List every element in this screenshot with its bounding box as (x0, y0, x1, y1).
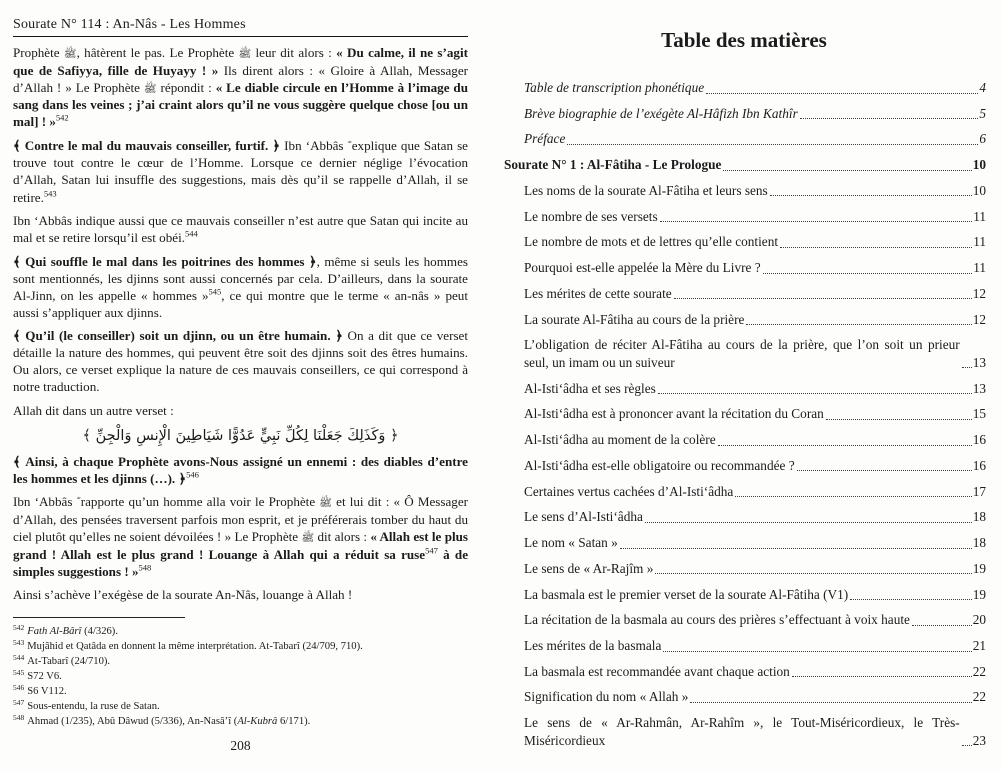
text-run: ﴾ Ainsi, à chaque Prophète avons-Nous assigné un ennemi : des diables d’entre les hommes et les djinns (…). ﴿ (13, 453, 468, 486)
text-run: « Allah est le plus grand ! Allah est le plus grand ! Louange à Allah qui a réduit sa ruse (13, 529, 468, 562)
toc-entry (524, 285, 986, 303)
page-number: 208 (230, 738, 251, 754)
footnote-reference: 542 (55, 112, 69, 123)
toc-entry (524, 208, 986, 226)
toc-entry (524, 714, 986, 749)
toc-entry (524, 534, 986, 552)
text-run: ﴾ Qu’il (le conseiller) soit un djinn, ou un être humain. ﴿ (13, 328, 343, 344)
text-run: On a dit que ce verset détaille la nature des hommes, qui peuvent être soit des djinns soit des êtres humains. Ou alors, ce verset explique la nature de ces mauvais conseillers, ce qui correspond à notre traduction. (13, 328, 468, 395)
toc-entry (524, 457, 986, 475)
toc-entry (504, 156, 986, 174)
text-run: et lui dit : « Ô Messager d’Allah, des pensées traversent parfois mon esprit, et je préférerais tomber du haut du ciel plutôt qu’elles ne soient dévoilées ! » Le Prophète (13, 494, 468, 544)
toc-dotted-leader (826, 419, 972, 420)
text-run: Mujâhid et Qatâda en donnent la même interprétation. At-Tabarî (24/709, 710). (27, 641, 363, 653)
text-run: Prophète (13, 45, 64, 60)
text-run: « Le diable circule en l’Homme à l’image du sang dans les veines ; j’ai craint alors qu’il ne vous suggère quelque chose [ou un mal] ! » (13, 79, 469, 130)
toc-entry-label: Brève biographie de l’exégète Al-Hâfizh Ibn Kathîr (524, 105, 798, 121)
text-run: S72 V6. (27, 671, 62, 683)
toc-entry-page-number: 16 (972, 457, 986, 473)
toc-entry (524, 259, 986, 277)
toc-entry-page-number: 17 (972, 483, 986, 499)
footnote-number: 544 (13, 652, 25, 662)
toc-entry-label: La sourate Al-Fâtiha au cours de la prière (524, 311, 745, 327)
toc-entry-page-number: 15 (972, 406, 986, 422)
toc-entry-page-number: 11 (973, 234, 986, 250)
toc-dotted-leader (792, 676, 972, 677)
toc-entry-page-number: 20 (972, 612, 986, 628)
footnote-separator (13, 617, 185, 618)
toc-entry (524, 105, 986, 123)
toc-entry-page-number: 18 (972, 535, 986, 551)
toc-dotted-leader (674, 298, 972, 299)
footnote-number: 548 (13, 712, 25, 722)
toc-entry-label: Le nombre de ses versets (524, 208, 658, 224)
toc-entry (524, 483, 986, 501)
footnote-reference: 547 (425, 545, 438, 556)
text-run: ﴾ Contre le mal du mauvais conseiller, furtif. ﴿ (13, 137, 281, 153)
toc-entry-page-number: 21 (972, 637, 986, 653)
text-run: , hâtèrent le pas. Le Prophète (76, 45, 239, 60)
text-run: Al-Kubrâ (237, 716, 278, 728)
toc-dotted-leader (620, 548, 972, 549)
text-run: At-Tabarî (24/710). (27, 656, 111, 668)
text-run: Allah dit dans un autre verset : (13, 402, 174, 418)
toc-entry-label: Certaines vertus cachées d’Al-Isti‘âdha (524, 483, 734, 499)
toc-entry-label: Le sens de « Ar-Rahmân, Ar-Rahîm », le Tout-Miséricordieux, le Très-Miséricordieux (524, 715, 960, 748)
toc-entry (524, 431, 986, 449)
footnote (13, 639, 468, 654)
text-run: Ils dirent alors : « Gloire à Allah, Messager d’Allah ! » Le Prophète (13, 62, 469, 95)
toc-entry-page-number: 10 (972, 182, 986, 198)
toc-entry (524, 586, 986, 604)
toc-entry-page-number: 23 (972, 732, 986, 748)
paragraph (13, 212, 468, 246)
toc-entry (524, 130, 986, 148)
toc-entry-label: Les mérites de cette sourate (524, 285, 672, 301)
text-run: , même si seuls les hommes sont mentionnés, les djinns sont aussi concernés par cela. D’ailleurs, dans la sourate Al-Jinn, on les appelle « hommes » (13, 253, 468, 303)
toc-dotted-leader (770, 195, 972, 196)
paragraph (13, 493, 468, 579)
text-run: Ibn ‘Abbâs indique aussi que ce mauvais conseiller n’est autre que Satan qui incite au mal et se retire lorsqu’il est obéi. (13, 213, 468, 246)
honorific-ornament-icon: ﷺ (63, 48, 77, 60)
footnote-reference: 544 (184, 228, 198, 239)
toc-entry-label: Les noms de la sourate Al-Fâtiha et leurs sens (524, 182, 768, 198)
footnote-reference: 543 (43, 188, 57, 199)
toc-entry (524, 311, 986, 329)
text-run: rapporte qu’un homme alla voir le Prophète (76, 494, 320, 510)
toc-entry (524, 663, 986, 681)
honorific-ornament-icon: ﷺ (143, 82, 157, 95)
toc-entry-page-number: 6 (979, 131, 986, 147)
toc-entry-page-number: 16 (972, 432, 986, 448)
toc-entry-page-number: 11 (973, 260, 986, 276)
honorific-ornament-icon: ﷺ (319, 497, 332, 510)
text-run: , ce qui montre que le terme « an-nâs » peut aussi s’appliquer aux djinns. (13, 287, 468, 320)
toc-entry-label: Le sens d’Al-Isti‘âdha (524, 509, 643, 525)
footnote-reference: 545 (208, 286, 222, 297)
toc-entry (524, 637, 986, 655)
toc-entry-label: La basmala est recommandée avant chaque action (524, 663, 790, 679)
toc-dotted-leader (718, 445, 972, 446)
text-run: Sous-entendu, la ruse de Satan. (27, 701, 160, 713)
toc-entry-label: Le nom « Satan » (524, 535, 618, 551)
toc-dotted-leader (660, 221, 973, 222)
text-run: (4/326). (81, 626, 118, 638)
text-run: leur dit alors : (251, 45, 337, 60)
honorific-ornament-icon: ﷺ (301, 532, 315, 544)
toc-entry-page-number: 5 (979, 105, 986, 121)
footnote-reference: 548 (138, 562, 152, 573)
toc-entry-label: La récitation de la basmala au cours des prières s’effectuant à voix haute (524, 612, 910, 628)
toc-dotted-leader (723, 170, 971, 171)
toc-entry (524, 405, 986, 423)
footnotes (13, 624, 468, 729)
toc-entry-page-number: 18 (972, 509, 986, 525)
toc-entry-page-number: 4 (979, 80, 986, 95)
toc-dotted-leader (690, 702, 971, 703)
text-run: Fath Al-Bârî (27, 626, 82, 638)
toc-entry-label: La basmala est le premier verset de la sourate Al-Fâtiha (V1) (524, 586, 849, 602)
footnote-number: 545 (13, 667, 25, 677)
right-page (478, 0, 1002, 771)
toc-entry (524, 79, 986, 97)
toc-entry-label: Les mérites de la basmala (524, 637, 662, 653)
text-run: Ainsi s’achève l’exégèse de la sourate An-Nâs, louange à Allah ! (13, 587, 353, 603)
toc-entry-label: Al-Isti‘âdha et ses règles (524, 380, 656, 396)
toc-entry-page-number: 10 (972, 157, 986, 173)
paragraph (13, 402, 468, 419)
footnote-number: 547 (13, 697, 25, 707)
arabic-verse: ﴿ وَكَذَلِكَ جَعَلْنَا لِكُلِّ نَبِيٍّ عَدُوًّا شَيَاطِينَ الْإِنسِ وَالْجِنِّ ﴾ (82, 427, 399, 444)
text-run: 6/171). (277, 716, 311, 728)
toc-dotted-leader (567, 144, 978, 145)
toc-entry (524, 688, 986, 706)
toc-title: Table des matières (661, 28, 827, 52)
toc-entry (524, 508, 986, 526)
toc-dotted-leader (735, 496, 971, 497)
text-run: à de simples suggestions ! » (13, 546, 468, 579)
text-run: répondit : (156, 79, 216, 95)
text-run: Ahmad (1/235), Abû Dâwud (5/336), An-Nasâ’î ( (27, 716, 238, 728)
toc-entry-label: Sourate N° 1 : Al-Fâtiha - Le Prologue (504, 157, 722, 173)
toc-entry-page-number: 12 (972, 311, 986, 327)
footnote (13, 624, 468, 639)
toc-entry (524, 611, 986, 629)
running-header: Sourate N° 114 : An-Nâs - Les Hommes (13, 17, 468, 37)
toc-entry (524, 233, 986, 251)
toc-entry-page-number: 19 (972, 586, 986, 602)
body-text (13, 44, 468, 603)
toc-entry (524, 182, 986, 200)
toc-dotted-leader (645, 522, 972, 523)
toc-entry-page-number: 12 (972, 285, 986, 301)
toc-dotted-leader (850, 599, 972, 600)
toc-dotted-leader (800, 118, 979, 119)
toc-entry-label: L’obligation de réciter Al-Fâtiha au cours de la prière, que l’on soit un prieur seul, un imam ou un suiveur (524, 337, 960, 370)
toc-dotted-leader (763, 273, 973, 274)
text-run: S6 V112. (27, 686, 67, 698)
toc-entry-page-number: 13 (972, 380, 986, 396)
toc-entry-page-number: 11 (973, 208, 986, 224)
paragraph (13, 327, 468, 395)
text-run: « Du calme, il ne s’agit que de Safiyya, fille de Huyayy ! » (13, 45, 468, 78)
paragraph (13, 253, 468, 321)
toc-entry-label: Le nombre de mots et de lettres qu’elle contient (524, 234, 779, 250)
text-run: Ibn ‘Abbâs (280, 137, 348, 153)
footnote (13, 684, 468, 699)
toc-entry (524, 380, 986, 398)
footnote-number: 542 (13, 622, 25, 632)
paragraph (13, 586, 468, 603)
text-run: dit alors : (314, 529, 371, 544)
toc-dotted-leader (797, 470, 972, 471)
toc-entry-label: Al-Isti‘âdha est à prononcer avant la récitation du Coran (524, 406, 824, 422)
text-run: explique que Satan se trouve tout contre le cœur de l’Homme. Lorsque ce dernier néglige l’évocation d’Allah, Satan lui insuffle des suggestions, mais dès qu’il se rappelle d’Allah, il se retire. (13, 137, 468, 205)
left-page (0, 0, 478, 771)
toc-dotted-leader (658, 393, 972, 394)
toc-entry-label: Al-Isti‘âdha est-elle obligatoire ou recommandée ? (524, 457, 795, 473)
toc-entry-page-number: 22 (972, 689, 986, 705)
toc-dotted-leader (780, 247, 972, 248)
toc-dotted-leader (663, 651, 971, 652)
paragraph (13, 44, 468, 130)
toc-dotted-leader (746, 324, 971, 325)
toc-dotted-leader (655, 573, 971, 574)
text-run: ﴾ Qui souffle le mal dans les poitrines des hommes ﴿ (13, 253, 317, 269)
toc-dotted-leader (962, 745, 972, 746)
footnote (13, 654, 468, 669)
toc-entry-page-number: 22 (972, 663, 986, 679)
toc-entry-label: Al-Isti‘âdha au moment de la colère (524, 432, 716, 448)
footnote-reference: 546 (186, 469, 199, 480)
toc-entry-label: Le sens de « Ar-Rajîm » (524, 560, 654, 576)
toc-dotted-leader (962, 367, 972, 368)
toc-entry (524, 336, 986, 371)
footnote-number: 546 (13, 682, 25, 692)
toc-entry-label: Préface (524, 131, 566, 147)
toc-entry-page-number: 13 (972, 354, 986, 370)
table-of-contents (502, 79, 986, 749)
text-run: Ibn ‘Abbâs (13, 494, 77, 510)
footnote (13, 699, 468, 714)
toc-entry-label: Pourquoi est-elle appelée la Mère du Livre ? (524, 260, 761, 276)
toc-entry-label: Table de transcription phonétique (524, 80, 705, 95)
honorific-ornament-icon: ﷺ (238, 48, 252, 60)
paragraph (13, 137, 468, 206)
footnote (13, 669, 468, 684)
toc-entry-label: Signification du nom « Allah » (524, 689, 689, 705)
toc-entry (524, 560, 986, 578)
paragraph (13, 453, 468, 487)
footnote (13, 714, 468, 729)
toc-entry-page-number: 19 (972, 560, 986, 576)
toc-dotted-leader (706, 93, 978, 94)
footnote-number: 543 (13, 637, 25, 647)
toc-dotted-leader (912, 625, 972, 626)
